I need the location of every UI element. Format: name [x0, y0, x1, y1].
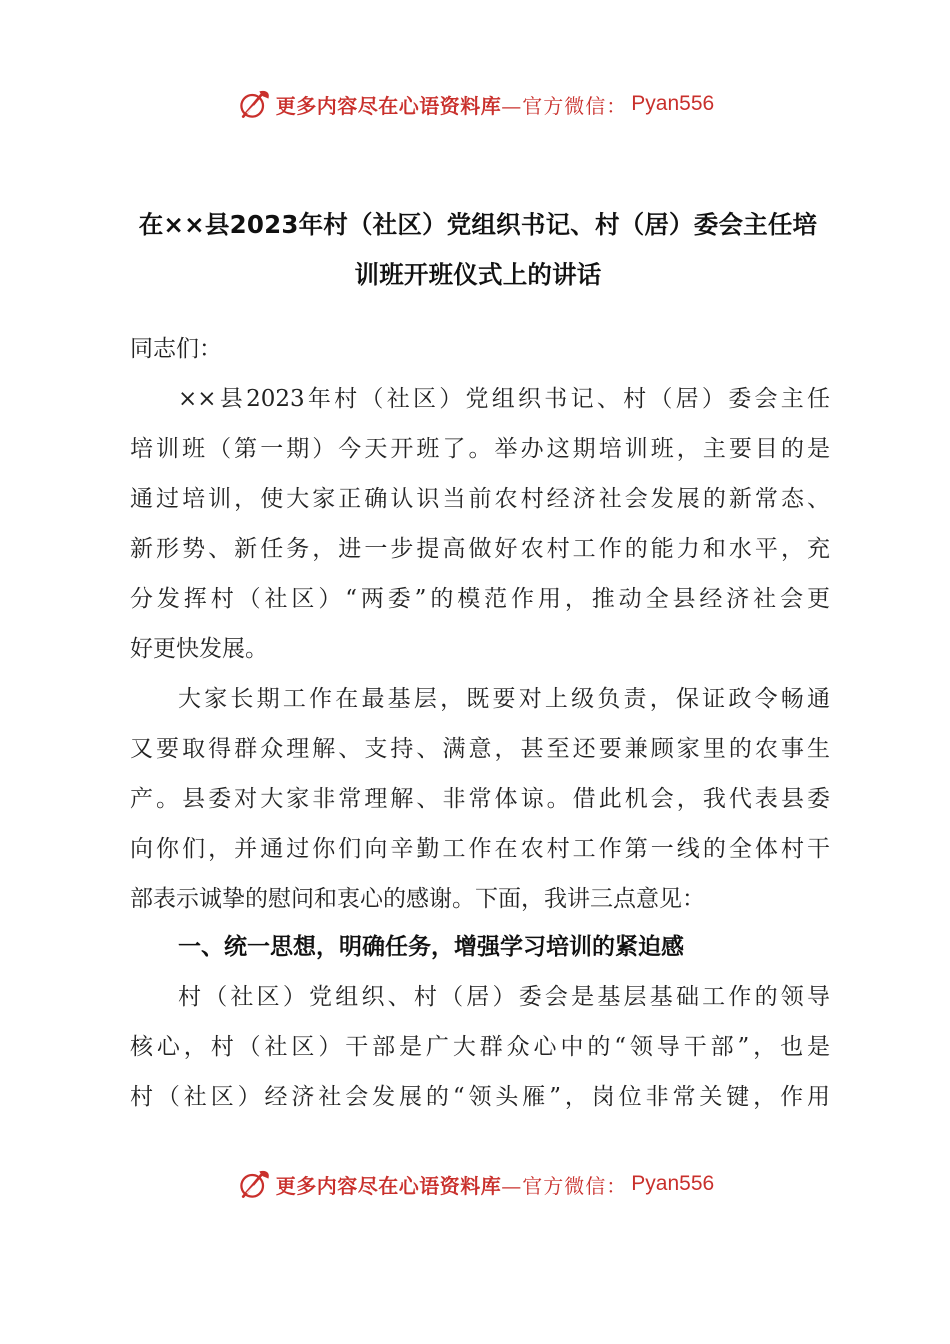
quill-logo-icon [236, 86, 272, 122]
banner-title: 更多内容尽在心语资料库 [275, 93, 502, 118]
paragraph-line: 核心，村（社区）干部是广大群众心中的“领导干部”，也是 [130, 1034, 830, 1060]
paragraph-line: 又要取得群众理解、支持、满意，甚至还要兼顾家里的农事生 [130, 736, 830, 762]
document-title-line-2: 训班开班仪式上的讲话 [354, 260, 602, 289]
banner-wechat-label: —官方微信： [501, 93, 628, 118]
quill-logo-icon [236, 1166, 272, 1202]
paragraph-line: 大家长期工作在最基层，既要对上级负责，保证政令畅通 [178, 686, 830, 712]
paragraph-line: 村（社区）经济社会发展的“领头雁”，岗位非常关键，作用 [130, 1084, 830, 1110]
paragraph-line: 新形势、新任务，进一步提高做好农村工作的能力和水平，充 [130, 536, 830, 562]
section-heading: 一、统一思想，明确任务，增强学习培训的紧迫感 [178, 934, 684, 960]
header-banner [0, 84, 950, 124]
footer-banner [0, 1164, 950, 1204]
salutation: 同志们： [130, 336, 222, 362]
paragraph-line: 村（社区）党组织、村（居）委会是基层基础工作的领导 [178, 984, 830, 1010]
banner-title: 更多内容尽在心语资料库 [275, 1173, 502, 1198]
paragraph-line: 分发挥村（社区）“两委”的模范作用，推动全县经济社会更 [130, 586, 830, 612]
paragraph-line: ××县2023年村（社区）党组织书记、村（居）委会主任 [178, 386, 830, 412]
banner-wechat-id: Pyan556 [631, 92, 715, 115]
paragraph-line: 培训班（第一期）今天开班了。举办这期培训班，主要目的是 [130, 436, 830, 462]
paragraph-line: 部表示诚挚的慰问和衷心的感谢。下面，我讲三点意见： [130, 886, 705, 912]
banner-wechat-label: —官方微信： [501, 1173, 628, 1198]
paragraph-line: 向你们，并通过你们向辛勤工作在农村工作第一线的全体村干 [130, 836, 830, 862]
document-title-line-1: 在××县2023年村（社区）党组织书记、村（居）委会主任培 [138, 210, 818, 239]
paragraph-line: 通过培训，使大家正确认识当前农村经济社会发展的新常态、 [130, 486, 830, 512]
paragraph-line: 好更快发展。 [130, 636, 268, 662]
paragraph-line: 产。县委对大家非常理解、非常体谅。借此机会，我代表县委 [130, 786, 830, 812]
banner-wechat-id: Pyan556 [631, 1172, 715, 1195]
